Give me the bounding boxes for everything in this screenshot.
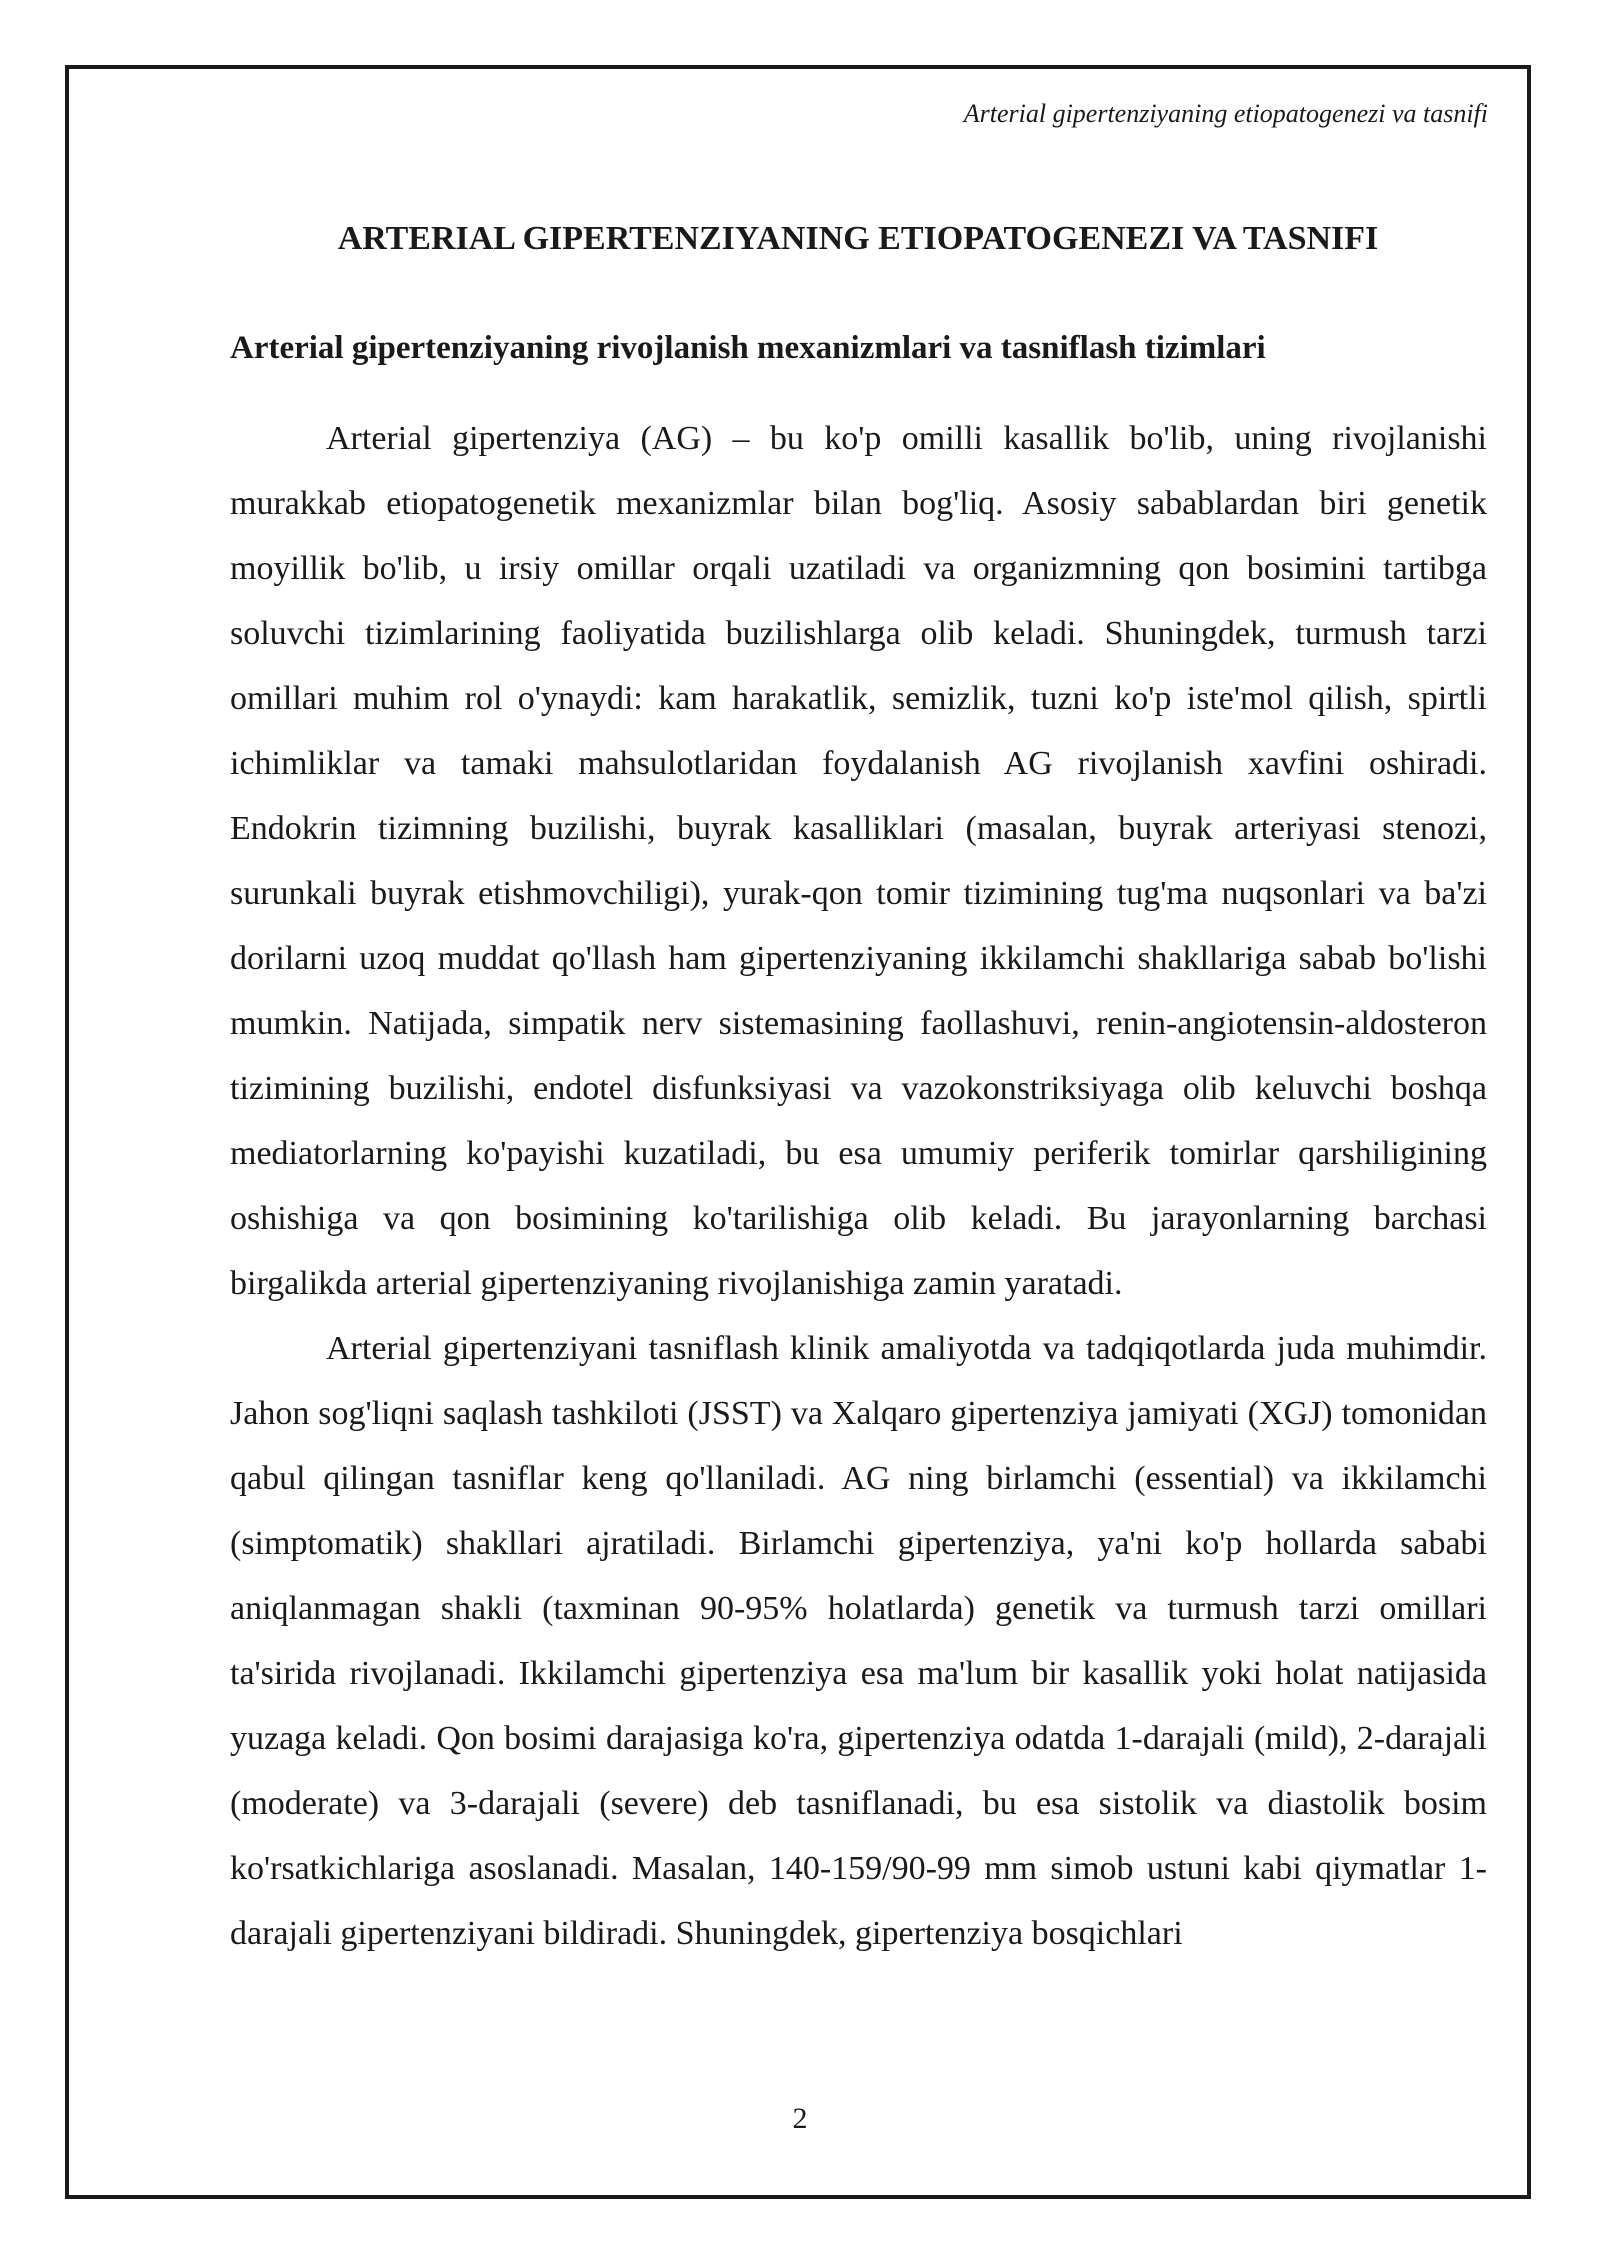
paragraph: Arterial gipertenziyani tasniflash klinik amaliyotda va tadqiqotlarda juda muhimdir. Jahon sog'liqni saqlash tashkiloti (JSST) va Xalqaro gipertenziya jamiyati (XGJ) tomonidan qabul qilingan tasniflar keng qo'llaniladi. AG ning birlamchi (essential) va ikkilamchi (simptomatik) shakllari ajratiladi. Birlamchi gipertenziya, ya'ni ko'p hollarda sababi aniqlanmagan shakli (taxminan 90-95% holatlarda) genetik va turmush tarzi omillari ta'sirida rivojlanadi. Ikkilamchi gipertenziya esa ma'lum bir kasallik yoki holat natijasida yuzaga keladi. Qon bosimi darajasiga ko'ra, gipertenziya odatda 1-darajali (mild), 2-darajali (moderate) va 3-darajali (severe) deb tasniflanadi, bu esa sistolik va diastolik bosim ko'rsatkichlariga asoslanadi. Masalan, 140-159/90-99 mm simob ustuni kabi qiymatlar 1-darajali gipertenziyani bildiradi. Shuningdek, gipertenziya bosqichlari	[230, 1330, 1487, 1952]
running-header: Arterial gipertenziyaning etiopatogenezi va tasnifi	[963, 99, 1488, 128]
paragraph: Arterial gipertenziya (AG) – bu ko'p omilli kasallik bo'lib, uning rivojlanishi murakkab etiopatogenetik mexanizmlar bilan bog'liq. Asosiy sabablardan biri genetik moyillik bo'lib, u irsiy omillar orqali uzatiladi va organizmning qon bosimini tartibga soluvchi tizimlarining faoliyatida buzilishlarga olib keladi. Shuningdek, turmush tarzi omillari muhim rol o'ynaydi: kam harakatlik, semizlik, tuzni ko'p iste'mol qilish, spirtli ichimliklar va tamaki mahsulotlaridan foydalanish AG rivojlanish xavfini oshiradi. Endokrin tizimning buzilishi, buyrak kasalliklari (masalan, buyrak arteriyasi stenozi, surunkali buyrak etishmovchiligi), yurak-qon tomir tizimining tug'ma nuqsonlari va ba'zi dorilarni uzoq muddat qo'llash ham gipertenziyaning ikkilamchi shakllariga sabab bo'lishi mumkin. Natijada, simpatik nerv sistemasining faollashuvi, renin-angiotensin-aldosteron tizimining buzilishi, endotel disfunksiyasi va vazokonstriksiyaga olib keluvchi boshqa mediatorlarning ko'payishi kuzatiladi, bu esa umumiy periferik tomirlar qarshiligining oshishiga va qon bosimining ko'tarilishiga olib keladi. Bu jarayonlarning barchasi birgalikda arterial gipertenziyaning rivojlanishiga zamin yaratadi.	[230, 420, 1487, 1302]
body-text	[230, 406, 1487, 1966]
section-subtitle: Arterial gipertenziyaning rivojlanish mexanizmlari va tasniflash tizimlari	[230, 330, 1266, 366]
page-number: 2	[792, 2102, 808, 2135]
document-title: ARTERIAL GIPERTENZIYANING ETIOPATOGENEZI VA TASNIFI	[337, 220, 1379, 257]
